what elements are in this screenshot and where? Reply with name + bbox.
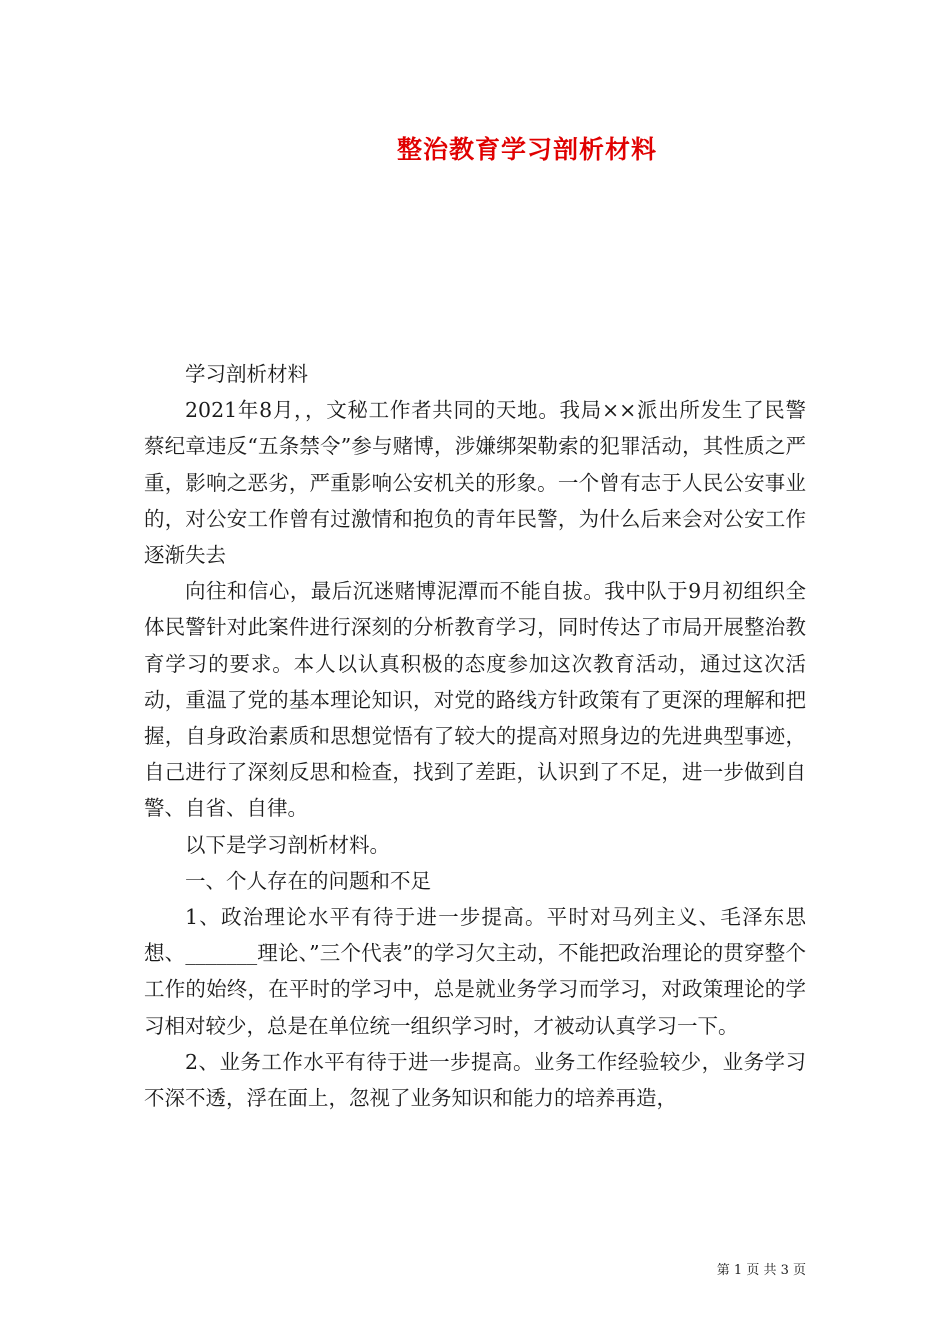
paragraph-4: 1、政治理论水平有待于进一步提高。平时对马列主义、毛泽东思想、_______理论、”三个代表”的学习欠主动，不能把政治理论的贯穿整个工作的始终，在平时的学习中，总是就业务学习而学习，对政策理论的学习相对较少，总是在单位统一组织学习时，才被动认真学习一下。 bbox=[144, 905, 806, 1038]
page-number-footer: 第 1 页 共 3 页 bbox=[716, 1263, 806, 1278]
section-heading-1: 一、个人存在的问题和不足 bbox=[185, 868, 431, 893]
paragraph-heading: 学习剖析材料 bbox=[185, 362, 308, 386]
paragraph-1: 2021年8月，，文秘工作者共同的天地。我局××派出所发生了民警蔡纪章违反“五条禁令”参与赌博，涉嫌绑架勒索的犯罪活动，其性质之严重，影响之恶劣，严重影响公安机关的形象。一个曾有志于人民公安事业的，对公安工作曾有过激情和抱负的青年民警，为什么后来会对公安工作逐渐失去 bbox=[144, 398, 806, 568]
document-title: 整治教育学习剖析材料 bbox=[396, 135, 657, 164]
document-body bbox=[144, 356, 806, 1116]
paragraph-2: 向往和信心，最后沉迷赌博泥潭而不能自拔。我中队于9月初组织全体民警针对此案件进行深刻的分析教育学习，同时传达了市局开展整治教育学习的要求。本人以认真积极的态度参加这次教育活动，通过这次活动，重温了党的基本理论知识，对党的路线方针政策有了更深的理解和把握，自身政治素质和思想觉悟有了较大的提高对照身边的先进典型事迹，自己进行了深刻反思和检查，找到了差距，认识到了不足，进一步做到自警、自省、自律。 bbox=[144, 579, 806, 821]
paragraph-3: 以下是学习剖析材料。 bbox=[185, 832, 390, 857]
paragraph-5: 2、业务工作水平有待于进一步提高。业务工作经验较少，业务学习不深不透，浮在面上，忽视了业务知识和能力的培养再造， bbox=[144, 1049, 806, 1111]
